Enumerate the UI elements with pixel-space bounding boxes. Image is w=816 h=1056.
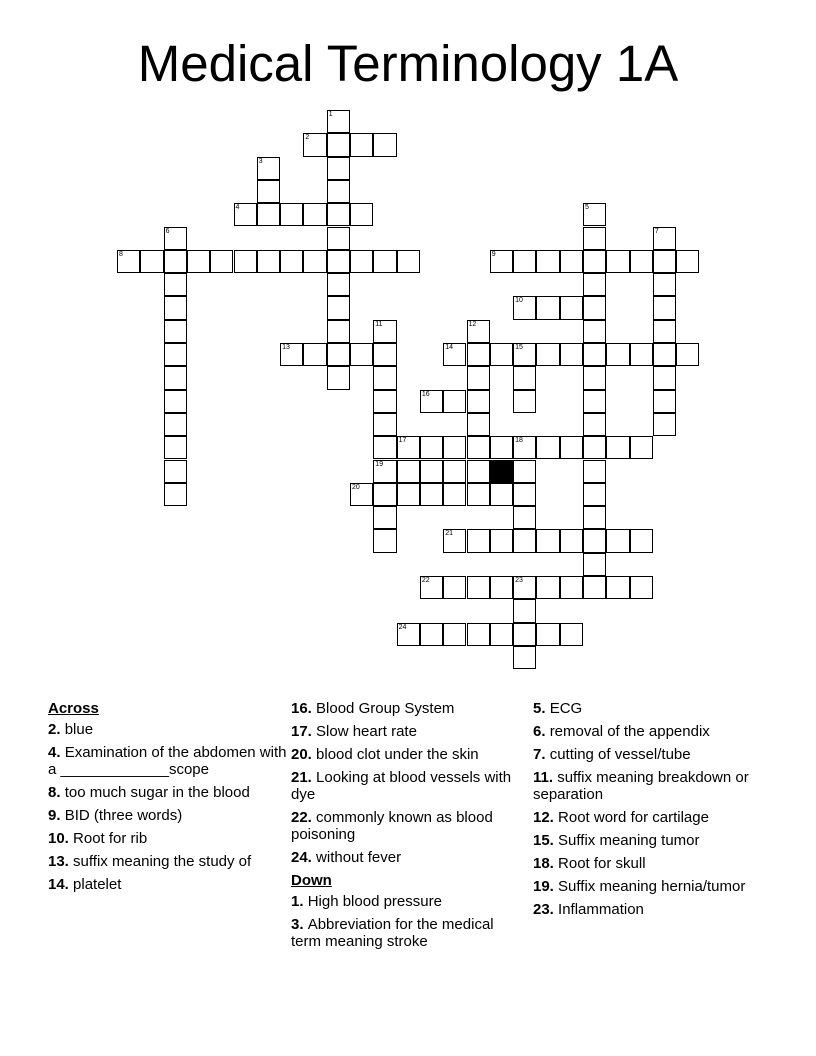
clue-number: 14. [48,876,69,893]
grid-cell[interactable] [583,460,606,483]
clue-text: Inflammation [558,901,644,918]
clue-text: suffix meaning the study of [73,853,252,870]
grid-cell[interactable] [583,436,606,459]
grid-cell[interactable] [420,576,443,599]
grid-cell[interactable] [164,227,187,250]
grid-cell[interactable] [560,623,583,646]
grid-cell[interactable] [164,250,187,273]
grid-cell[interactable] [327,110,350,133]
grid-cell[interactable] [583,576,606,599]
cell-number: 8 [119,250,123,258]
clue-column-2 [291,700,527,956]
clue-text: blood clot under the skin [316,746,479,763]
cell-number: 20 [352,483,360,491]
clue-across-9 [48,807,288,824]
clue-across-22 [291,809,527,843]
grid-cell[interactable] [373,343,396,366]
clue-number: 15. [533,832,554,849]
cell-number: 4 [235,204,240,212]
clue-number: 13. [48,853,69,870]
clue-across-4 [48,744,288,778]
grid-cell[interactable] [373,320,396,343]
clue-across-20 [291,746,527,763]
across-heading: Across [48,700,99,717]
grid-cell[interactable] [536,623,559,646]
grid-cell[interactable] [583,273,606,296]
grid-cell[interactable] [280,343,303,366]
grid-cell[interactable] [513,343,536,366]
grid-cell[interactable] [536,529,559,552]
clue-text: without fever [316,849,402,866]
grid-cell[interactable] [467,460,490,483]
clue-number: 23. [533,901,554,918]
grid-cell[interactable] [397,436,420,459]
grid-cell[interactable] [443,460,466,483]
clue-column-1 [48,700,288,899]
clue-down-18 [533,855,773,872]
grid-cell[interactable] [373,413,396,436]
grid-cell[interactable] [583,529,606,552]
down-heading: Down [291,872,332,889]
grid-cell[interactable] [373,506,396,529]
grid-cell[interactable] [327,273,350,296]
grid-cell[interactable] [303,343,326,366]
grid-cell[interactable] [583,250,606,273]
grid-cell[interactable] [280,203,303,226]
cell-number: 7 [654,227,659,235]
grid-cell[interactable] [397,623,420,646]
grid-cell[interactable] [327,157,350,180]
grid-cell[interactable] [210,250,233,273]
clue-number: 16. [291,700,312,717]
grid-cell[interactable] [560,343,583,366]
grid-cell[interactable] [420,460,443,483]
cell-number: 11 [375,320,383,328]
grid-cell[interactable] [350,203,373,226]
cell-number: 1 [328,111,333,118]
grid-cell[interactable] [327,203,350,226]
grid-cell[interactable] [303,250,326,273]
grid-cell[interactable] [373,250,396,273]
grid-cell[interactable] [164,296,187,319]
clue-text: Root for skull [558,855,646,872]
grid-cell[interactable] [583,227,606,250]
clue-number: 3. [291,916,304,933]
grid-cell[interactable] [420,483,443,506]
grid-cell[interactable] [536,343,559,366]
clue-text: removal of the appendix [549,723,710,740]
clue-down-6 [533,723,773,740]
grid-cell[interactable] [536,576,559,599]
grid-cell[interactable] [327,296,350,319]
cell-number: 21 [445,530,453,538]
clue-number: 17. [291,723,312,740]
grid-cell[interactable] [443,529,466,552]
grid-cell[interactable] [583,390,606,413]
clue-down-19 [533,878,773,895]
grid-cell[interactable] [420,623,443,646]
clue-down-11 [533,769,773,803]
clue-text: too much sugar in the blood [64,784,250,801]
grid-cell[interactable] [513,529,536,552]
cell-number: 9 [491,250,496,258]
grid-cell[interactable] [513,576,536,599]
grid-cell[interactable] [653,227,676,250]
clue-text: blue [64,721,94,738]
grid-cell[interactable] [606,343,629,366]
cell-number: 2 [305,134,310,142]
grid-cell[interactable] [653,413,676,436]
clue-down-23 [533,901,773,918]
grid-cell[interactable] [490,483,513,506]
grid-cell[interactable] [420,436,443,459]
grid-cell[interactable] [443,343,466,366]
puzzle-title: Medical Terminology 1A [137,35,679,92]
cell-number: 5 [585,204,589,212]
clue-column-3 [533,700,773,924]
grid-cell[interactable] [583,320,606,343]
cell-number: 15 [515,344,523,351]
grid-cell[interactable] [467,390,490,413]
filled-cell [490,460,513,483]
clue-text: cutting of vessel/tube [549,746,691,763]
grid-cell[interactable] [164,460,187,483]
grid-cell[interactable] [164,273,187,296]
grid-cell[interactable] [653,320,676,343]
cell-number: 17 [398,437,407,445]
grid-cell[interactable] [164,366,187,389]
grid-cell[interactable] [373,483,396,506]
grid-cell[interactable] [303,203,326,226]
grid-cell[interactable] [513,646,536,669]
clue-across-17 [291,723,527,740]
clue-down-12 [533,809,773,826]
grid-cell[interactable] [513,599,536,622]
clue-number: 4. [48,744,61,761]
grid-cell[interactable] [467,320,490,343]
grid-cell[interactable] [117,250,140,273]
grid-cell[interactable] [280,250,303,273]
grid-cell[interactable] [583,366,606,389]
grid-cell[interactable] [490,576,513,599]
grid-cell[interactable] [653,273,676,296]
grid-cell[interactable] [513,366,536,389]
clue-text: commonly known as blood poisoning [291,809,493,843]
clue-text: Slow heart rate [316,723,417,740]
cell-number: 22 [421,577,430,584]
grid-cell[interactable] [257,203,280,226]
clue-across-10 [48,830,288,847]
grid-cell[interactable] [373,436,396,459]
clue-across-21 [291,769,527,803]
grid-cell[interactable] [560,576,583,599]
clue-down-3 [291,916,527,950]
grid-cell[interactable] [513,506,536,529]
grid-cell[interactable] [234,203,257,226]
grid-cell[interactable] [653,250,676,273]
grid-cell[interactable] [653,296,676,319]
clue-number: 7. [533,746,546,763]
grid-cell[interactable] [420,390,443,413]
grid-cell[interactable] [164,483,187,506]
grid-cell[interactable] [373,460,396,483]
grid-cell[interactable] [187,250,210,273]
grid-cell[interactable] [630,343,653,366]
grid-cell[interactable] [630,250,653,273]
grid-cell[interactable] [606,529,629,552]
grid-cell[interactable] [164,390,187,413]
grid-cell[interactable] [164,343,187,366]
cell-number: 13 [282,344,290,351]
clue-down-15 [533,832,773,849]
grid-cell[interactable] [583,343,606,366]
grid-cell[interactable] [327,320,350,343]
cell-number: 14 [445,344,453,351]
clue-text: Root for rib [73,830,148,847]
clue-across-2 [48,721,288,738]
grid-cell[interactable] [350,250,373,273]
grid-cell[interactable] [583,483,606,506]
grid-cell[interactable] [490,436,513,459]
grid-cell[interactable] [327,227,350,250]
grid-cell[interactable] [397,250,420,273]
grid-cell[interactable] [653,390,676,413]
cell-number: 18 [515,437,523,445]
grid-cell[interactable] [257,250,280,273]
grid-cell[interactable] [467,483,490,506]
clue-number: 22. [291,809,312,826]
clue-text: ECG [549,700,583,717]
clue-number: 24. [291,849,312,866]
clue-across-16 [291,700,527,717]
grid-cell[interactable] [443,576,466,599]
grid-cell[interactable] [513,483,536,506]
grid-cell[interactable] [140,250,163,273]
clue-number: 20. [291,746,312,763]
grid-cell[interactable] [373,133,396,156]
grid-cell[interactable] [327,366,350,389]
grid-cell[interactable] [513,436,536,459]
clue-text: Root word for cartilage [558,809,709,826]
clue-text: Abbreviation for the medical term meaning stroke [291,916,494,950]
clue-across-8 [48,784,288,801]
grid-cell[interactable] [350,133,373,156]
grid-cell[interactable] [467,413,490,436]
cell-number: 10 [515,297,523,305]
grid-cell[interactable] [327,343,350,366]
grid-cell[interactable] [164,320,187,343]
clue-text: BID (three words) [64,807,183,824]
grid-cell[interactable] [630,529,653,552]
grid-cell[interactable] [653,343,676,366]
cell-number: 24 [398,623,407,631]
grid-cell[interactable] [257,157,280,180]
grid-cell[interactable] [490,343,513,366]
clue-text: Suffix meaning tumor [558,832,700,849]
grid-cell[interactable] [350,483,373,506]
grid-cell[interactable] [350,343,373,366]
grid-cell[interactable] [234,250,257,273]
clue-text: Suffix meaning hernia/tumor [558,878,746,895]
grid-cell[interactable] [467,343,490,366]
grid-cell[interactable] [397,483,420,506]
grid-cell[interactable] [583,203,606,226]
clue-number: 18. [533,855,554,872]
grid-cell[interactable] [536,250,559,273]
clue-text: Looking at blood vessels with dye [291,769,512,803]
clue-number: 12. [533,809,554,826]
grid-cell[interactable] [490,250,513,273]
grid-cell[interactable] [560,250,583,273]
clue-number: 5. [533,700,546,717]
grid-cell[interactable] [606,250,629,273]
grid-cell[interactable] [443,623,466,646]
cell-number: 16 [421,390,430,398]
cell-number: 3 [258,157,263,165]
clue-number: 8. [48,784,61,801]
cell-number: 23 [515,577,523,584]
grid-cell[interactable] [653,366,676,389]
grid-cell[interactable] [560,436,583,459]
clue-number: 9. [48,807,61,824]
grid-cell[interactable] [397,460,420,483]
clue-number: 6. [533,723,546,740]
cell-number: 19 [375,460,384,468]
cell-number: 12 [468,320,477,328]
grid-cell[interactable] [303,133,326,156]
grid-cell[interactable] [467,576,490,599]
clue-number: 19. [533,878,554,895]
grid-cell[interactable] [583,506,606,529]
grid-cell[interactable] [630,436,653,459]
clue-down-7 [533,746,773,763]
grid-cell[interactable] [536,436,559,459]
clue-text: Blood Group System [316,700,455,717]
clue-down-5 [533,700,773,717]
grid-cell[interactable] [513,250,536,273]
clue-across-14 [48,876,288,893]
clue-text: Examination of the abdomen with a _____________scope [48,744,287,778]
clue-across-13 [48,853,288,870]
grid-cell[interactable] [467,366,490,389]
clue-number: 21. [291,769,312,786]
grid-cell[interactable] [373,390,396,413]
grid-cell[interactable] [583,413,606,436]
grid-cell[interactable] [583,553,606,576]
clue-text: High blood pressure [307,893,442,910]
grid-cell[interactable] [513,460,536,483]
clue-number: 2. [48,721,61,738]
grid-cell[interactable] [164,436,187,459]
grid-cell[interactable] [467,436,490,459]
grid-cell[interactable] [583,296,606,319]
clue-number: 1. [291,893,304,910]
grid-cell[interactable] [490,623,513,646]
grid-cell[interactable] [327,250,350,273]
grid-cell[interactable] [443,436,466,459]
grid-cell[interactable] [513,390,536,413]
grid-cell[interactable] [373,366,396,389]
grid-cell[interactable] [560,529,583,552]
grid-cell[interactable] [513,296,536,319]
grid-cell[interactable] [490,529,513,552]
grid-cell[interactable] [676,343,699,366]
clue-text: platelet [73,876,122,893]
clue-number: 10. [48,830,69,847]
grid-cell[interactable] [443,390,466,413]
cell-number: 6 [165,227,170,235]
clue-number: 11. [533,769,554,786]
grid-cell[interactable] [560,296,583,319]
grid-cell[interactable] [327,133,350,156]
clue-text: suffix meaning breakdown or separation [533,769,749,803]
clue-across-24 [291,849,527,866]
grid-cell[interactable] [257,180,280,203]
grid-cell[interactable] [513,623,536,646]
grid-cell[interactable] [536,296,559,319]
grid-cell[interactable] [676,250,699,273]
grid-cell[interactable] [327,180,350,203]
grid-cell[interactable] [373,529,396,552]
grid-cell[interactable] [606,576,629,599]
grid-cell[interactable] [467,623,490,646]
grid-cell[interactable] [443,483,466,506]
grid-cell[interactable] [467,529,490,552]
grid-cell[interactable] [606,436,629,459]
grid-cell[interactable] [164,413,187,436]
grid-cell[interactable] [630,576,653,599]
clue-down-1 [291,893,527,910]
